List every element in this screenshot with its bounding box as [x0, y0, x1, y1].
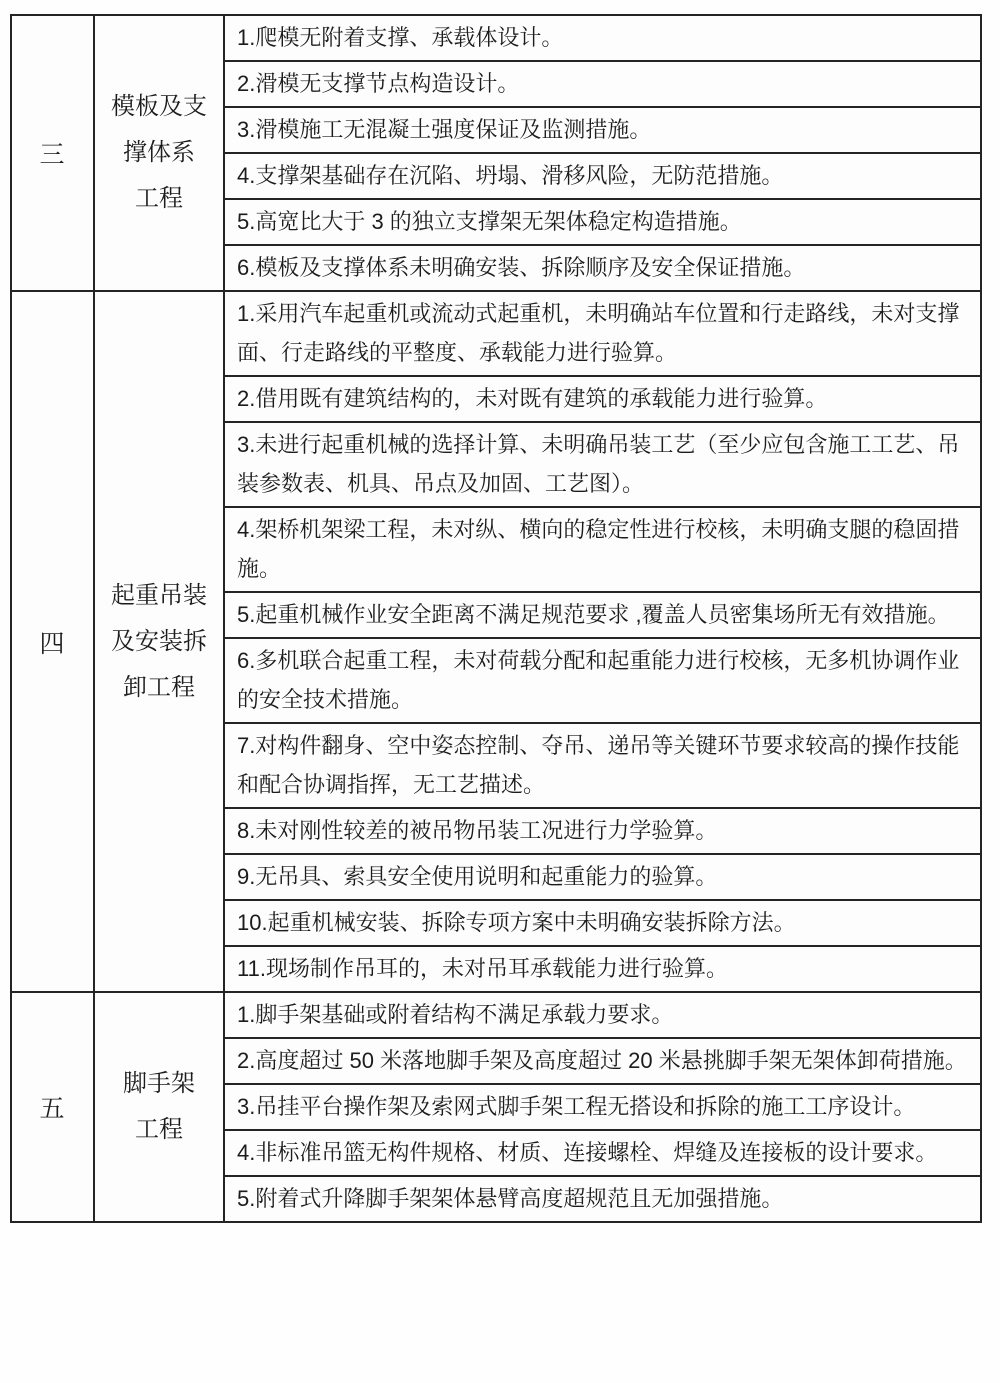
item-text: 2.高度超过 50 米落地脚手架及高度超过 20 米悬挑脚手架无架体卸荷措施。 [237, 1048, 967, 1073]
item-text: 1.采用汽车起重机或流动式起重机，未明确站车位置和行走路线，未对支撑面、行走路线的平整度、承载能力进行验算。 [237, 301, 960, 365]
item-text: 5.附着式升降脚手架架体悬臂高度超规范且无加强措施。 [237, 1186, 784, 1211]
section-category-line: 脚手架 [123, 1070, 195, 1097]
section-category-line: 撑体系 [123, 139, 195, 166]
item-row [225, 421, 980, 506]
section-category-line: 工程 [135, 185, 183, 212]
section-items [225, 292, 980, 991]
item-row [225, 993, 980, 1037]
item-text: 2.借用既有建筑结构的，未对既有建筑的承载能力进行验算。 [237, 386, 828, 411]
item-text: 3.吊挂平台操作架及索网式脚手架工程无搭设和拆除的施工工序设计。 [237, 1094, 916, 1119]
section-items [225, 993, 980, 1221]
item-text: 8.未对刚性较差的被吊物吊装工况进行力学验算。 [237, 818, 718, 843]
item-row [225, 1175, 980, 1221]
item-row [225, 16, 980, 60]
item-text: 1.爬模无附着支撑、承载体设计。 [237, 25, 564, 50]
item-row [225, 152, 980, 198]
item-row [225, 198, 980, 244]
section-category-line: 工程 [135, 1116, 183, 1143]
table-section [12, 991, 980, 1221]
section-category-line: 及安装拆 [111, 627, 207, 655]
section-category-cell [95, 993, 225, 1221]
section-category-line: 卸工程 [123, 673, 195, 701]
item-row [225, 899, 980, 945]
item-text: 7.对构件翻身、空中姿态控制、夺吊、递吊等关键环节要求较高的操作技能和配合协调指挥，无工艺描述。 [237, 733, 960, 797]
item-row [225, 722, 980, 807]
item-text: 1.脚手架基础或附着结构不满足承载力要求。 [237, 1002, 674, 1027]
item-row [225, 807, 980, 853]
item-text: 5.起重机械作业安全距离不满足规范要求 ,覆盖人员密集场所无有效措施。 [237, 602, 950, 627]
section-items [225, 16, 980, 290]
item-text: 6.模板及支撑体系未明确安装、拆除顺序及安全保证措施。 [237, 255, 806, 280]
item-row [225, 60, 980, 106]
item-row [225, 1037, 980, 1083]
section-number-cell: 五 [12, 993, 95, 1221]
section-category-cell [95, 16, 225, 290]
item-text: 4.支撑架基础存在沉陷、坍塌、滑移风险，无防范措施。 [237, 163, 784, 188]
item-row [225, 1129, 980, 1175]
item-text: 4.架桥机架梁工程，未对纵、横向的稳定性进行校核，未明确支腿的稳固措施。 [237, 517, 960, 581]
item-row [225, 945, 980, 991]
item-row [225, 506, 980, 591]
item-text: 3.未进行起重机械的选择计算、未明确吊装工艺（至少应包含施工工艺、吊装参数表、机具、吊点及加固、工艺图）。 [237, 432, 960, 496]
item-row [225, 292, 980, 375]
item-text: 11.现场制作吊耳的，未对吊耳承载能力进行验算。 [237, 956, 728, 981]
item-row [225, 106, 980, 152]
section-category-line: 模板及支 [111, 93, 207, 120]
table-section [12, 290, 980, 991]
item-row [225, 591, 980, 637]
section-category-cell [95, 292, 225, 991]
item-row [225, 853, 980, 899]
risk-table [10, 14, 982, 1223]
item-text: 4.非标准吊篮无构件规格、材质、连接螺栓、焊缝及连接板的设计要求。 [237, 1140, 938, 1165]
item-row [225, 637, 980, 722]
item-text: 10.起重机械安装、拆除专项方案中未明确安装拆除方法。 [237, 910, 796, 935]
section-number-cell: 三 [12, 16, 95, 290]
table-section [12, 16, 980, 290]
item-row [225, 1083, 980, 1129]
item-text: 5.高宽比大于 3 的独立支撑架无架体稳定构造措施。 [237, 209, 742, 234]
section-number-cell: 四 [12, 292, 95, 991]
item-text: 3.滑模施工无混凝土强度保证及监测措施。 [237, 117, 652, 142]
item-row [225, 244, 980, 290]
section-category-line: 起重吊装 [111, 581, 207, 609]
item-row [225, 375, 980, 421]
item-text: 9.无吊具、索具安全使用说明和起重能力的验算。 [237, 864, 718, 889]
item-text: 6.多机联合起重工程，未对荷载分配和起重能力进行校核，无多机协调作业的安全技术措施。 [237, 648, 960, 712]
item-text: 2.滑模无支撑节点构造设计。 [237, 71, 520, 96]
